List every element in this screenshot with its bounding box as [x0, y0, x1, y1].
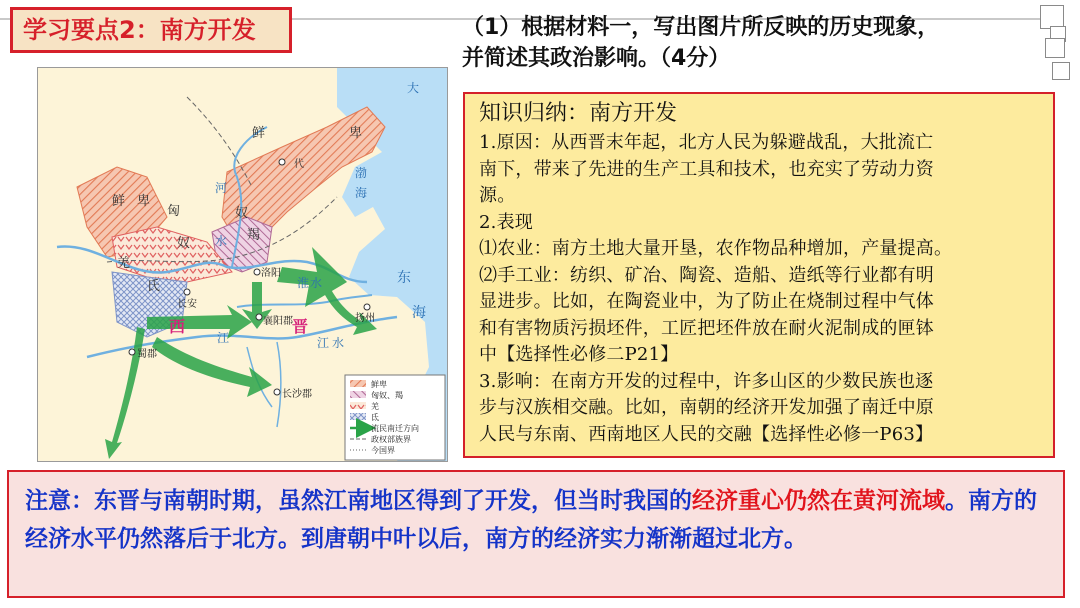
- sea-label: 大: [407, 81, 420, 95]
- map-label: 羌: [117, 256, 131, 271]
- city-marker: [254, 269, 260, 275]
- legend-label: 鲜卑: [371, 380, 387, 389]
- knowledge-line: 南下，带来了先进的生产工具和技术，也充实了劳动力资: [479, 158, 934, 180]
- sea-label: 东: [397, 270, 411, 286]
- city-marker: [364, 304, 370, 310]
- city-label: 长安: [177, 299, 197, 310]
- map-label: 奴: [177, 236, 191, 251]
- legend-label: 政权部族界: [371, 435, 411, 444]
- note-text: 注意：东晋与南朝时期，虽然江南地区得到了开发，但当时我国的: [25, 488, 692, 514]
- knowledge-summary-box: [463, 92, 1055, 458]
- city-label: 蜀郡: [137, 349, 157, 360]
- sea-label: 渤: [355, 166, 368, 180]
- map-label: 卑: [349, 126, 363, 141]
- city-label: 扬州: [355, 313, 375, 324]
- city-marker: [274, 389, 280, 395]
- map-label: 鲜: [252, 126, 266, 141]
- sea-label: 海: [412, 305, 426, 321]
- knowledge-line: ⑴农业：南方土地大量开垦，农作物品种增加，产量提高。: [479, 238, 953, 259]
- knowledge-line: 源。: [479, 185, 516, 206]
- map-label-xi: 西: [169, 317, 186, 336]
- map-label: 氏: [147, 279, 161, 294]
- legend-label: 今国界: [371, 446, 395, 455]
- knowledge-line: 中【选择性必修二P21】: [479, 344, 679, 365]
- map-label: 卑: [137, 194, 151, 209]
- legend-label: 匈奴、羯: [371, 391, 403, 400]
- river-label: 江: [317, 336, 330, 350]
- knowledge-line: 2.表现: [479, 211, 533, 233]
- attention-note: [7, 470, 1065, 598]
- river-label: 淮: [297, 276, 310, 290]
- knowledge-line: 步与汉族相交融。比如，南朝的经济开发加强了南迁中原: [479, 397, 934, 418]
- map-label: 鲜: [112, 194, 126, 209]
- city-label: 长沙郡: [282, 389, 312, 400]
- river-label: 江: [217, 331, 230, 345]
- city-label: 洛阳: [261, 268, 281, 279]
- map-label: 匈: [167, 204, 181, 219]
- note-highlight: 经济重心仍然在黄河流域: [692, 488, 945, 514]
- sea-label: 海: [355, 186, 368, 200]
- city-marker: [129, 349, 135, 355]
- section-heading: 学习要点2：南方开发: [10, 7, 292, 53]
- river-label: 水: [310, 276, 323, 290]
- note-text: 。南方的经济水平仍然落后于北方。到唐朝中叶以后，南方的经济实力渐渐超过北方。: [25, 488, 1037, 552]
- knowledge-line: 1.原因：从西晋末年起，北方人民为躲避战乱，大批流亡: [479, 132, 934, 153]
- knowledge-line: 人民与东南、西南地区人民的交融【选择性必修一P63】: [479, 423, 934, 445]
- knowledge-title: 知识归纳：南方开发: [479, 101, 678, 126]
- knowledge-line: 3.影响：在南方开发的过程中，许多山区的少数民族也逐: [479, 370, 934, 392]
- map-label-jin: 晋: [292, 317, 309, 336]
- legend-label: 羌: [371, 402, 379, 411]
- city-marker: [184, 289, 190, 295]
- map-label: 代: [294, 159, 304, 170]
- map-label: 羯: [247, 228, 261, 243]
- legend-label: 流民南迁方向: [371, 424, 419, 433]
- city-marker: [256, 314, 262, 320]
- river-label: 河: [215, 181, 228, 195]
- decorative-square: [1052, 62, 1070, 80]
- question-line-1: （1）根据材料一，写出图片所反映的历史现象，: [462, 15, 940, 40]
- knowledge-line: ⑵手工业：纺织、矿冶、陶瓷、造船、造纸等行业都有明: [479, 264, 934, 286]
- map-legend: [345, 375, 445, 460]
- historical-map: [37, 67, 448, 462]
- city-marker: [279, 159, 285, 165]
- question-line-2: 并简述其政治影响。（4分）: [462, 46, 731, 71]
- knowledge-line: 显进步。比如，在陶瓷业中，为了防止在烧制过程中气体: [479, 291, 934, 312]
- city-label: 襄阳郡: [263, 316, 293, 327]
- knowledge-line: 和有害物质污损坯件，工匠把坯件放在耐火泥制成的匣钵: [479, 317, 934, 339]
- decorative-square: [1045, 38, 1065, 58]
- map-label: 奴: [235, 206, 249, 221]
- legend-label: 氐: [371, 413, 379, 422]
- river-label: 水: [332, 336, 345, 350]
- map-svg: [37, 67, 448, 462]
- river-label: 水: [215, 234, 228, 248]
- question-text: [462, 12, 1037, 74]
